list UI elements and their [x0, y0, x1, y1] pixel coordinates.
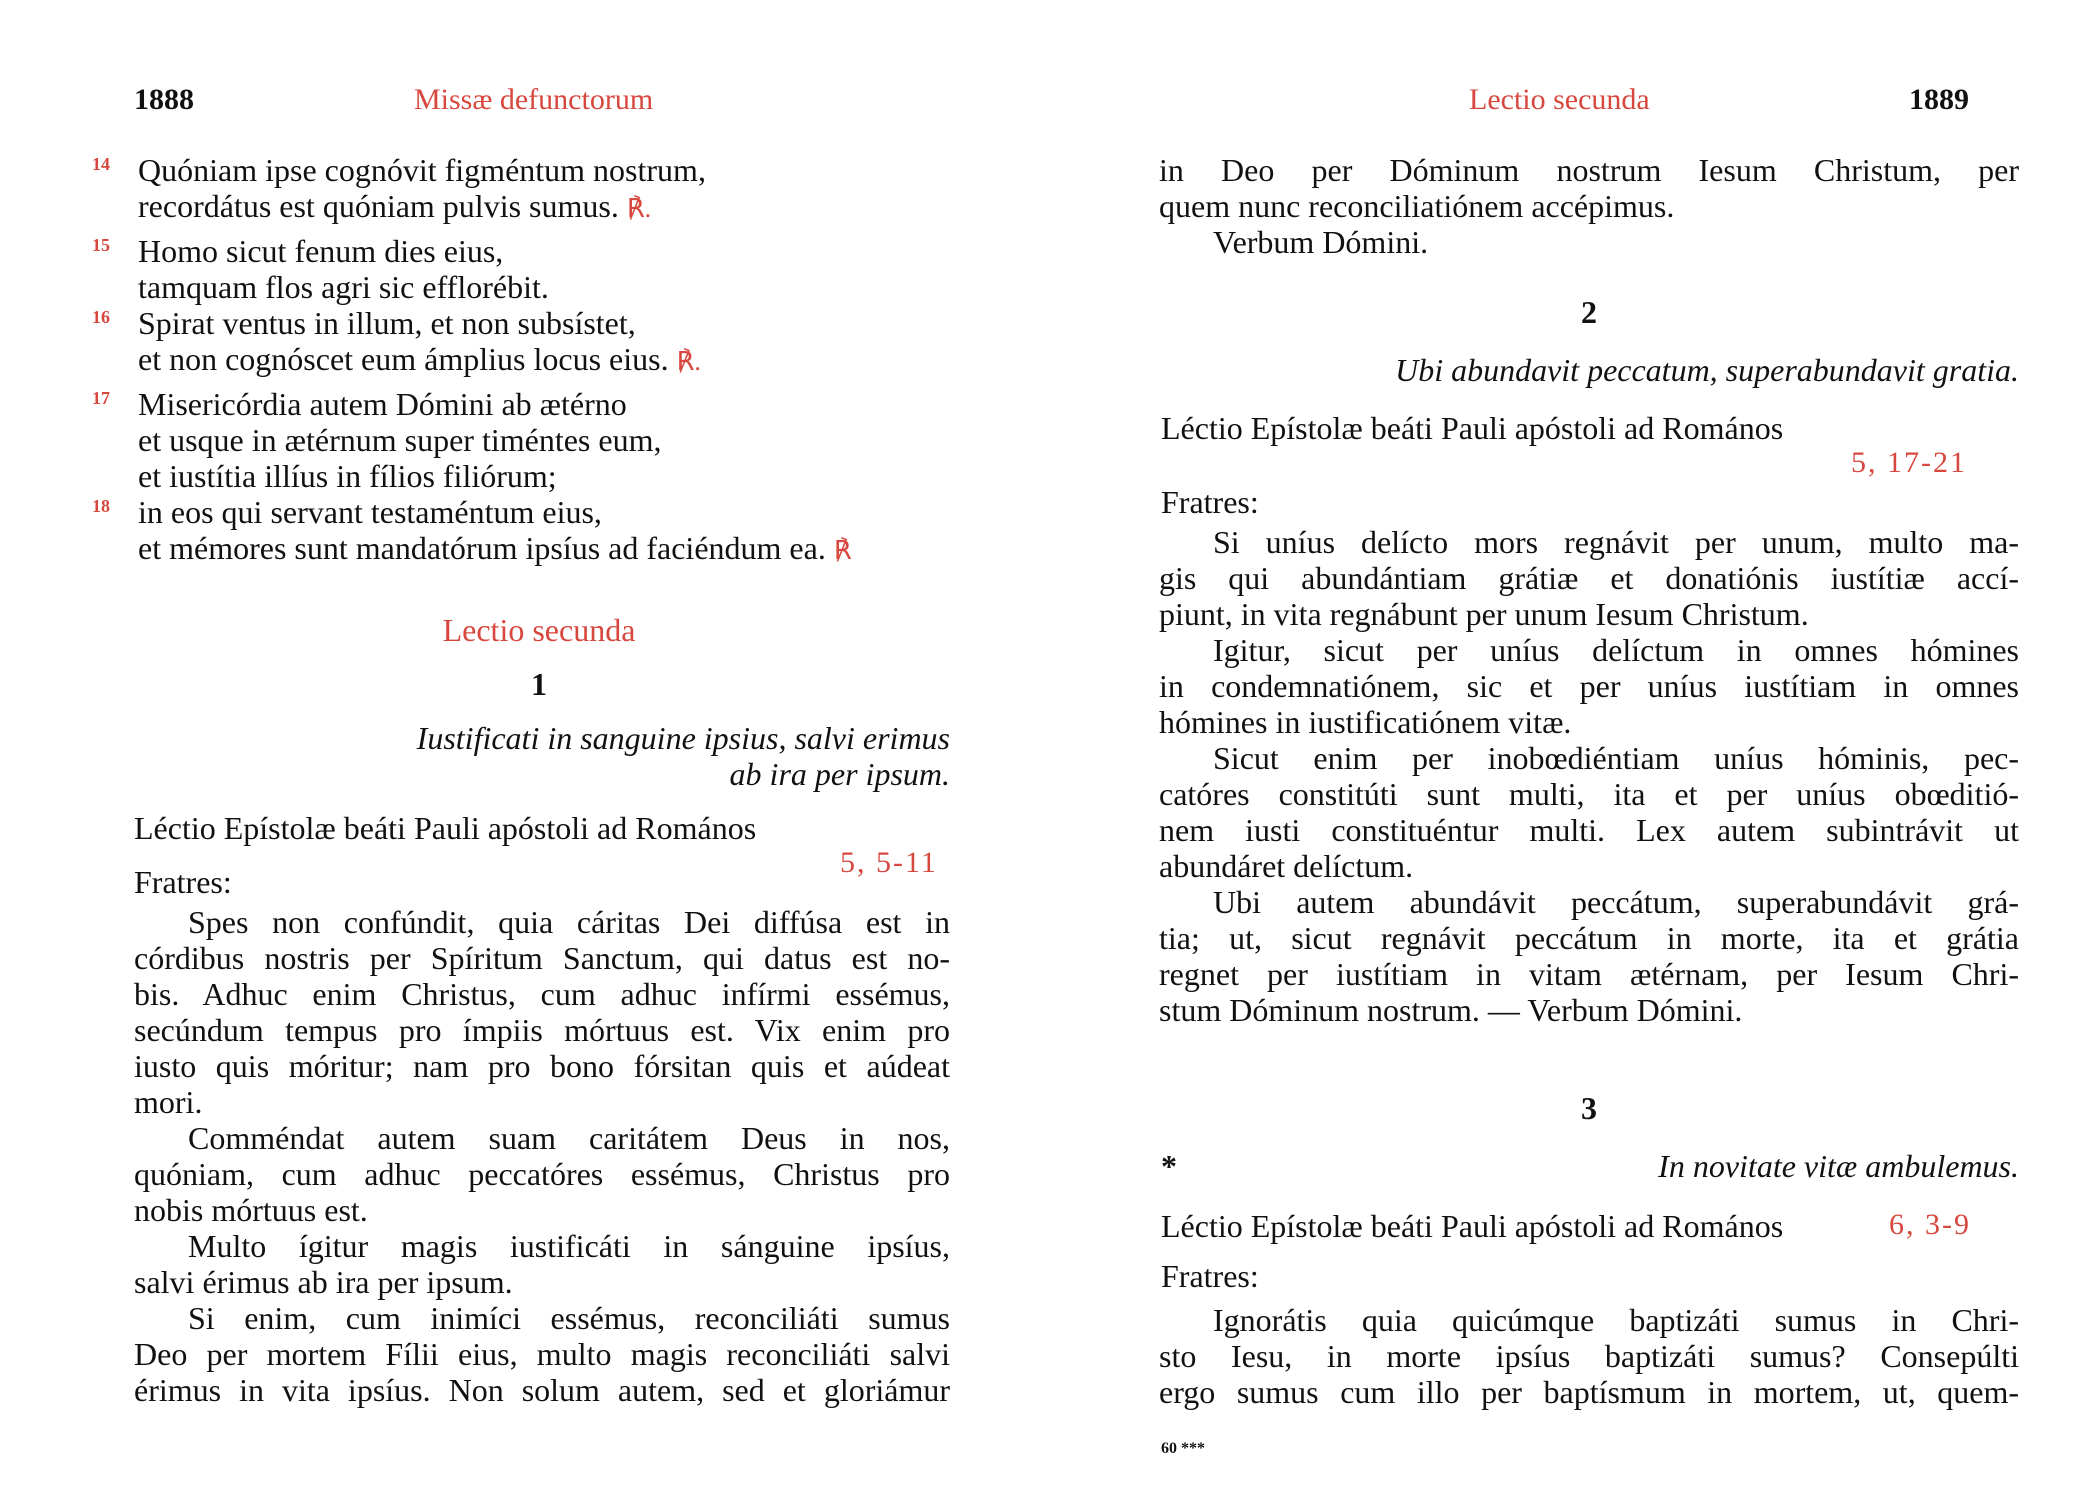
paragraph-line: quóniam, cum adhuc peccatóres essémus, Christus pro: [134, 1156, 950, 1192]
running-head: Missæ defunctorum: [414, 83, 654, 116]
paragraph: [1159, 1302, 2019, 1410]
paragraph-line: Sicut enim per inobœdiéntiam uníus hóminis, pec-: [1213, 740, 2019, 776]
running-head: Lectio secunda: [1469, 83, 1650, 116]
psalm-text: [92, 152, 998, 569]
psalm-line-text: et iustítia illíus in fílios filiórum;: [138, 458, 557, 494]
paragraph-line: stum Dóminum nostrum. — Verbum Dómini.: [1159, 992, 1743, 1028]
paragraph-line: catóres constitúti sunt multi, ita et per uníus obœditió-: [1159, 776, 2019, 812]
reading-number: 2: [1581, 294, 1597, 330]
psalm-line: [138, 233, 998, 269]
psalm-verse: [92, 494, 998, 569]
reading-title: Léctio Epístolæ beáti Pauli apóstoli ad Romános: [1161, 410, 1784, 446]
reading-body: [1159, 524, 2019, 1028]
paragraph-line: mori.: [134, 1084, 203, 1120]
psalm-line-text: Quóniam ipse cognóvit figméntum nostrum,: [138, 152, 706, 188]
paragraph-line: ergo sumus cum illo per baptísmum in mortem, ut, quem-: [1159, 1374, 2019, 1410]
verse-number: 14: [92, 154, 110, 174]
psalm-line-text: in eos qui servant testaméntum eius,: [138, 494, 602, 530]
continuation-text: [1159, 152, 2019, 260]
response-mark: ℟.: [626, 194, 652, 223]
right-page: [1039, 0, 2078, 1500]
paragraph-line: érimus in vita ipsíus. Non solum autem, sed et gloriámur: [134, 1372, 950, 1408]
page-number: 1889: [1909, 83, 1969, 116]
reading-title: Léctio Epístolæ beáti Pauli apóstoli ad Romános: [134, 810, 757, 846]
closing-formula: Verbum Dómini.: [1213, 224, 1429, 260]
verse-number: 17: [92, 388, 110, 408]
psalm-line-text: et non cognóscet eum ámplius locus eius.: [138, 341, 669, 377]
paragraph-line: salvi érimus ab ira per ipsum.: [134, 1264, 513, 1300]
paragraph-line: Si enim, cum inimíci essémus, reconciliáti sumus: [188, 1300, 950, 1336]
paragraph-line: tia; ut, sicut regnávit peccátum in morte, ita et grátia: [1159, 920, 2019, 956]
reading-motto: Ubi abundavit peccatum, superabundavit gratia.: [1395, 352, 2019, 388]
paragraph-line: Comméndat autem suam caritátem Deus in nos,: [188, 1120, 950, 1156]
psalm-line: [138, 386, 998, 422]
psalm-line: [138, 188, 998, 227]
salutation: Fratres:: [1161, 484, 1259, 520]
psalm-line: [138, 422, 998, 458]
reading-motto: In novitate vitæ ambulemus.: [1658, 1148, 2019, 1184]
psalm-line-text: recordátus est quóniam pulvis sumus.: [138, 188, 619, 224]
psalm-line: [138, 530, 998, 569]
psalm-line: [138, 305, 998, 341]
verse-number: 15: [92, 235, 110, 255]
paragraph: [1159, 632, 2019, 740]
paragraph-line: in condemnatiónem, sic et per uníus iustítiam in omnes: [1159, 668, 2019, 704]
psalm-line-text: Spirat ventus in illum, et non subsístet,: [138, 305, 636, 341]
reading-number: 3: [1581, 1090, 1597, 1126]
paragraph: [134, 1120, 950, 1228]
paragraph-line: Si uníus delícto mors regnávit per unum, multo ma-: [1213, 524, 2019, 560]
paragraph-line: nobis mórtuus est.: [134, 1192, 368, 1228]
psalm-line: [138, 152, 998, 188]
paragraph-line: Ubi autem abundávit peccátum, superabundávit grá-: [1213, 884, 2019, 920]
paragraph: [1159, 524, 2019, 632]
paragraph-line: Multo ígitur magis iustificáti in sánguine ipsíus,: [188, 1228, 950, 1264]
psalm-line-text: Homo sicut fenum dies eius,: [138, 233, 504, 269]
page-number: 1888: [134, 83, 194, 116]
psalm-line-text: tamquam flos agri sic efflorébit.: [138, 269, 549, 305]
paragraph-line: córdibus nostris per Spíritum Sanctum, qui datus est no-: [134, 940, 950, 976]
paragraph-line: Ignorátis quia quicúmque baptizáti sumus in Chri-: [1213, 1302, 2019, 1338]
reading-body: [1159, 1302, 2019, 1410]
footer-signature: 60 ***: [1161, 1440, 1205, 1457]
paragraph-line: in Deo per Dóminum nostrum Iesum Christum, per: [1159, 152, 2019, 188]
response-mark: ℟: [833, 536, 852, 565]
paragraph: [134, 1300, 950, 1408]
salutation: Fratres:: [1161, 1258, 1259, 1294]
paragraph-line: piunt, in vita regnábunt per unum Iesum Christum.: [1159, 596, 1809, 632]
psalm-verse: [92, 305, 998, 380]
reading-body: [134, 904, 950, 1408]
psalm-verse: [92, 233, 998, 305]
salutation: Fratres:: [134, 864, 232, 900]
reading-number: 1: [531, 666, 547, 702]
paragraph-line: abundáret delíctum.: [1159, 848, 1414, 884]
psalm-line: [138, 341, 998, 380]
paragraph-line: nem iusti constituéntur multi. Lex autem subintrávit ut: [1159, 812, 2019, 848]
paragraph-line: bis. Adhuc enim Christus, cum adhuc infírmi essémus,: [134, 976, 950, 1012]
reading-reference: 5, 5-11: [840, 846, 938, 879]
psalm-line: [138, 458, 998, 494]
paragraph: [134, 904, 950, 1120]
star-mark: *: [1161, 1148, 1177, 1184]
paragraph-line: iusto quis móritur; nam pro bono fórsitan quis et aúdeat: [134, 1048, 950, 1084]
paragraph-line: quem nunc reconciliatiónem accépimus.: [1159, 188, 1675, 224]
reading-motto: [134, 720, 950, 792]
paragraph-line: regnet per iustítiam in vitam ætérnam, per Iesum Chri-: [1159, 956, 2019, 992]
verse-number: 18: [92, 496, 110, 516]
paragraph-line: Deo per mortem Fílii eius, multo magis reconciliáti salvi: [134, 1336, 950, 1372]
paragraph-line: Igitur, sicut per uníus delíctum in omnes hómines: [1213, 632, 2019, 668]
paragraph-line: Spes non confúndit, quia cáritas Dei diffúsa est in: [188, 904, 950, 940]
psalm-line: [138, 269, 998, 305]
motto-line: ab ira per ipsum.: [729, 756, 950, 792]
reading-title: Léctio Epístolæ beáti Pauli apóstoli ad Romános: [1161, 1208, 1784, 1244]
psalm-line-text: et mémores sunt mandatórum ipsíus ad faciéndum ea.: [138, 530, 826, 566]
psalm-verse: [92, 152, 998, 227]
psalm-line: [138, 494, 998, 530]
reading-reference: 5, 17-21: [1851, 446, 1967, 479]
psalm-verse: [92, 386, 998, 494]
reading-reference: 6, 3-9: [1889, 1208, 1971, 1241]
paragraph-line: secúndum tempus pro ímpiis mórtuus est. Vix enim pro: [134, 1012, 950, 1048]
section-title: Lectio secunda: [442, 612, 636, 648]
paragraph-line: gis qui abundántiam grátiæ et donatiónis iustítiæ accí-: [1159, 560, 2019, 596]
paragraph: [134, 1228, 950, 1300]
motto-line: Iustificati in sanguine ipsius, salvi erimus: [416, 720, 950, 756]
psalm-line-text: Misericórdia autem Dómini ab ætérno: [138, 386, 627, 422]
psalm-line-text: et usque in ætérnum super timéntes eum,: [138, 422, 662, 458]
paragraph-line: hómines in iustificatiónem vitæ.: [1159, 704, 1572, 740]
paragraph: [1159, 740, 2019, 884]
response-mark: ℟.: [676, 347, 701, 376]
verse-number: 16: [92, 307, 110, 327]
paragraph: [1159, 884, 2019, 1028]
paragraph-line: sto Iesu, in morte ipsíus baptizáti sumus? Consepúlti: [1159, 1338, 2019, 1374]
